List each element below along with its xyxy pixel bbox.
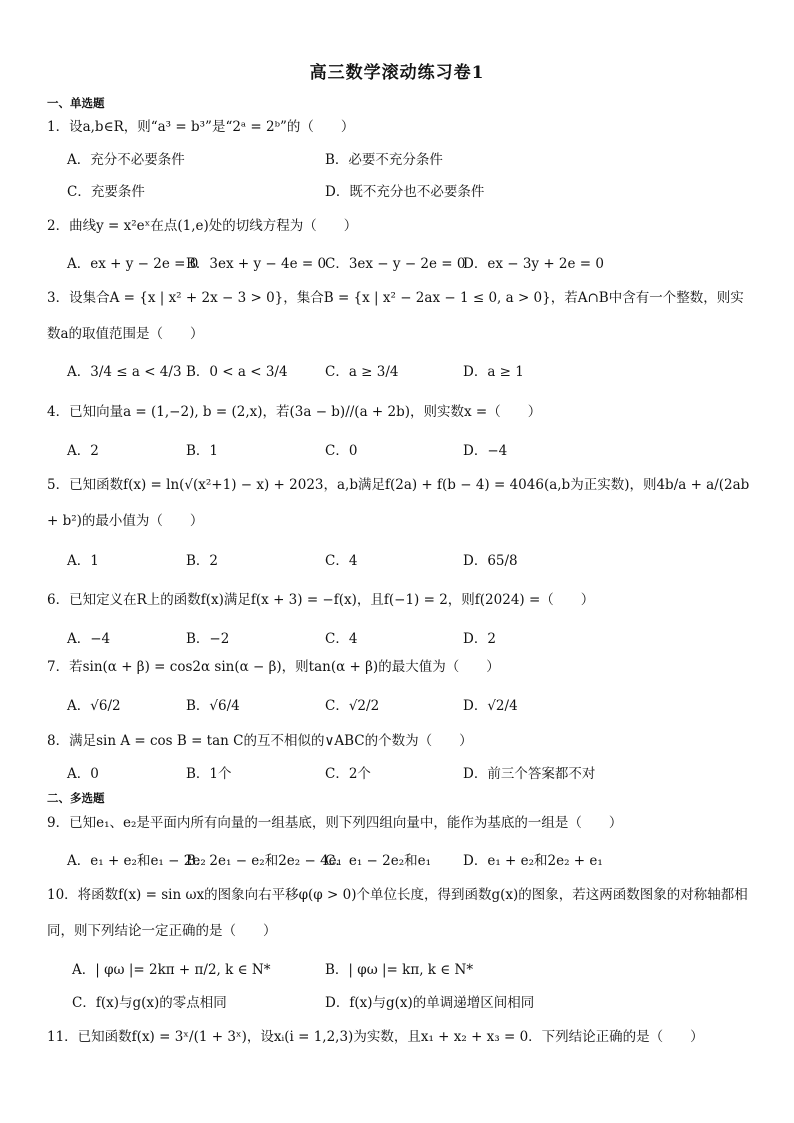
q4-option-c[interactable]: C．0 [325,443,358,459]
q5-option-a[interactable]: A．1 [67,553,99,569]
q10-option-a[interactable]: A．| φω |= 2kπ + π/2, k ∈ N* [72,962,271,978]
q10-option-c[interactable]: C．f(x)与g(x)的零点相同 [72,995,227,1011]
section-single-choice: 一、单选题 [47,96,105,110]
q3-option-b[interactable]: B．0 < a < 3/4 [186,364,288,380]
q2-option-b[interactable]: B．3ex + y − 4e = 0 [186,256,327,272]
q2-option-c[interactable]: C．3ex − y − 2e = 0 [325,256,466,272]
q6-option-a[interactable]: A．−4 [67,631,111,647]
q1-option-a[interactable]: A．充分不必要条件 [67,152,185,168]
q10-option-b[interactable]: B．| φω |= kπ, k ∈ N* [325,962,474,978]
q5-option-d[interactable]: D．65/8 [463,553,518,569]
q5-option-b[interactable]: B．2 [186,553,219,569]
q8-option-b[interactable]: B．1个 [186,766,232,782]
q10-option-d[interactable]: D．f(x)与g(x)的单调递增区间相同 [325,995,535,1011]
question-1: 1．设a,b∈R，则“a³ = b³”是“2ᵃ = 2ᵇ”的（ ） [47,119,355,135]
q7-option-a[interactable]: A．√6/2 [67,698,121,714]
q6-option-c[interactable]: C．4 [325,631,358,647]
q3-option-d[interactable]: D．a ≥ 1 [463,364,524,380]
q9-option-d[interactable]: D．e₁ + e₂和2e₂ + e₁ [463,853,603,869]
q6-option-b[interactable]: B．−2 [186,631,230,647]
question-9: 9．已知e₁、e₂是平面内所有向量的一组基底，则下列四组向量中，能作为基底的一组是（ ） [47,815,623,831]
question-11: 11．已知函数f(x) = 3ˣ/(1 + 3ˣ)，设xᵢ(i = 1,2,3)为实数，且x₁ + x₂ + x₃ = 0．下列结论正确的是（ ） [47,1029,704,1045]
q2-option-d[interactable]: D．ex − 3y + 2e = 0 [463,256,604,272]
section-multiple-choice: 二、多选题 [47,791,105,805]
q9-option-c[interactable]: C．e₁ − 2e₂和e₁ [325,853,432,869]
q3-option-a[interactable]: A．3/4 ≤ a < 4/3 [67,364,182,380]
q6-option-d[interactable]: D．2 [463,631,496,647]
q9-option-a[interactable]: A．e₁ + e₂和e₁ − 2e₂ [67,853,206,869]
question-6: 6．已知定义在R上的函数f(x)满足f(x + 3) = −f(x)，且f(−1) = 2，则f(2024) =（ ） [47,592,595,608]
q8-option-c[interactable]: C．2个 [325,766,371,782]
q4-option-d[interactable]: D．−4 [463,443,508,459]
q7-option-b[interactable]: B．√6/4 [186,698,240,714]
q1-option-b[interactable]: B．必要不充分条件 [325,152,443,168]
q8-option-d[interactable]: D．前三个答案都不对 [463,766,596,782]
q5-option-c[interactable]: C．4 [325,553,358,569]
question-2: 2．曲线y = x²eˣ在点(1,e)处的切线方程为（ ） [47,218,358,234]
q8-option-a[interactable]: A．0 [67,766,99,782]
question-4: 4．已知向量a = (1,−2), b = (2,x)，若(3a − b)//(a + 2b)，则实数x =（ ） [47,404,542,420]
question-8: 8．满足sin A = cos B = tan C的互不相似的∨ABC的个数为（ ） [47,733,473,749]
question-5: 5．已知函数f(x) = ln(√(x²+1) − x) + 2023，a,b满足f(2a) + f(b − 4) = 4046(a,b为正实数)，则4b/a + a/(2ab + b²)的最小值为（ ） [47,477,750,529]
q2-option-a[interactable]: A．ex + y − 2e = 0 [67,256,199,272]
q1-option-d[interactable]: D．既不充分也不必要条件 [325,184,485,200]
page-title: 高三数学滚动练习卷1 [309,63,485,83]
q4-option-a[interactable]: A．2 [67,443,99,459]
question-7: 7．若sin(α + β) = cos2α sin(α − β)，则tan(α + β)的最大值为（ ） [47,659,500,675]
q7-option-d[interactable]: D．√2/4 [463,698,518,714]
question-3: 3．设集合A = {x | x² + 2x − 3 > 0}，集合B = {x | x² − 2ax − 1 ≤ 0, a > 0}，若A∩B中含有一个整数，则实数a的取值范围是（ ） [47,290,744,342]
q9-option-b[interactable]: B．2e₁ − e₂和2e₂ − 4e₁ [186,853,343,869]
q1-option-c[interactable]: C．充要条件 [67,184,145,200]
question-10: 10．将函数f(x) = sin ωx的图象向右平移φ(φ > 0)个单位长度，得到函数g(x)的图象，若这两函数图象的对称轴都相同，则下列结论一定正确的是（ ） [47,887,748,939]
q4-option-b[interactable]: B．1 [186,443,219,459]
q3-option-c[interactable]: C．a ≥ 3/4 [325,364,399,380]
q7-option-c[interactable]: C．√2/2 [325,698,380,714]
